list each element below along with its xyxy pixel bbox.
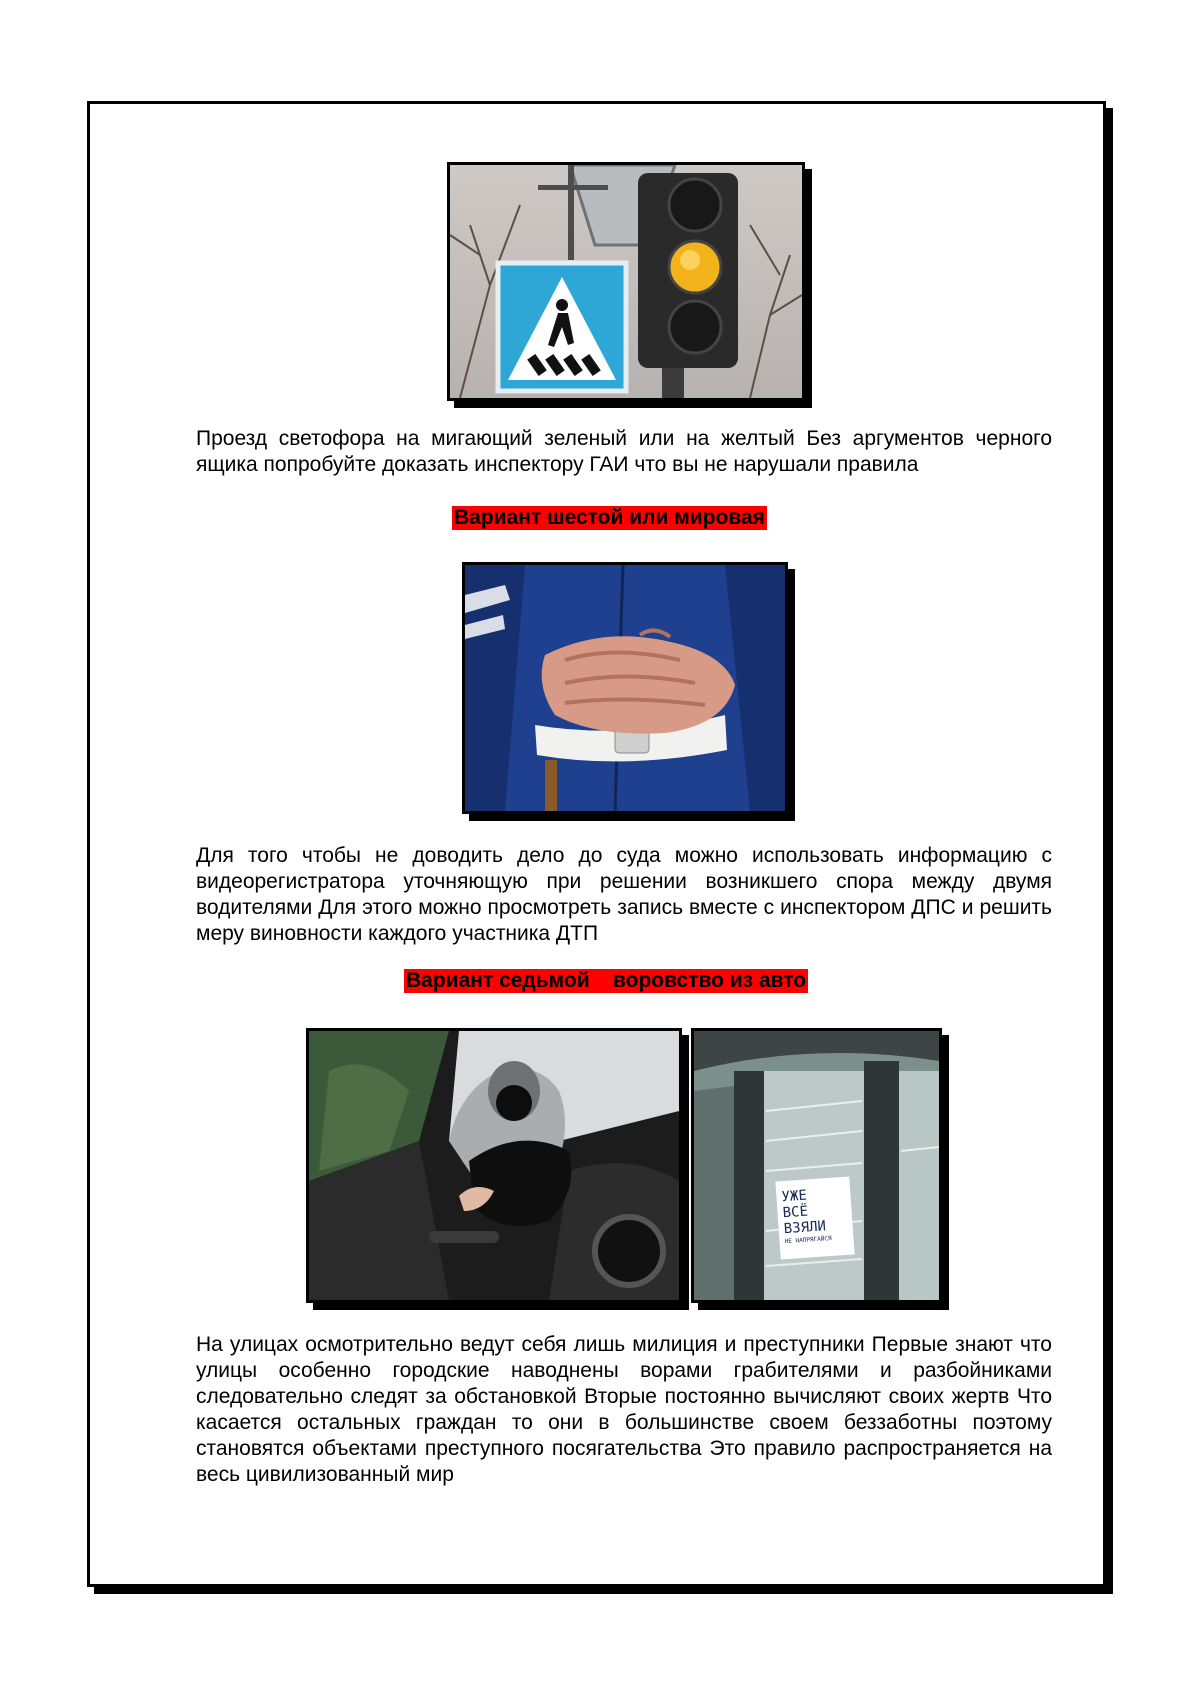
note-line-1: УЖЕ [781, 1187, 808, 1206]
clasped-hands-photo [462, 562, 788, 814]
paragraph-traffic-light: Проезд светофора на мигающий зеленый или на желтый Без аргументов черного ящика попробуйте доказать инспектору ГАИ что вы не нарушали правила [196, 427, 1052, 476]
clasped-hands-illustration [465, 565, 785, 811]
traffic-light-photo [447, 162, 805, 401]
traffic-light-illustration [450, 165, 802, 398]
window-note [781, 1185, 851, 1247]
paragraph-dashcam: Для того чтобы не доводить дело до суда можно использовать информацию с видеорегистратора уточняющую при решении возникшего спора между двумя водителями Для этого можно просмотреть запись вместе с инспектором ДПС и решить меру виновности каждого участника ДТП [196, 844, 1052, 945]
car-thief-photo [306, 1028, 682, 1303]
heading-variant-seven: Вариант седьмой воровство из авто [406, 969, 807, 992]
paragraph-street-safety: На улицах осмотрительно ведут себя лишь милиция и преступники Первые знают что улицы особенно городские наводнены ворами грабителями и разбойниками следовательно следят за обстановкой Вторые постоянно вычисляют своих жертв Что касается остальных граждан то они в большинстве своем беззаботны поэтому становятся объектами преступного посягательства Это правило распространяется на весь цивилизованный мир [196, 1333, 1052, 1486]
note-line-4: НЕ НАПРЯГАЙСЯ [784, 1234, 832, 1246]
taped-window-illustration [694, 1031, 939, 1300]
heading-variant-six: Вариант шестой или мировая [454, 506, 765, 529]
taped-window-photo [691, 1028, 942, 1303]
note-line-2: ВСЁ [782, 1203, 809, 1222]
car-thief-illustration [309, 1031, 679, 1300]
note-line-3: ВЗЯЛИ [783, 1218, 827, 1238]
